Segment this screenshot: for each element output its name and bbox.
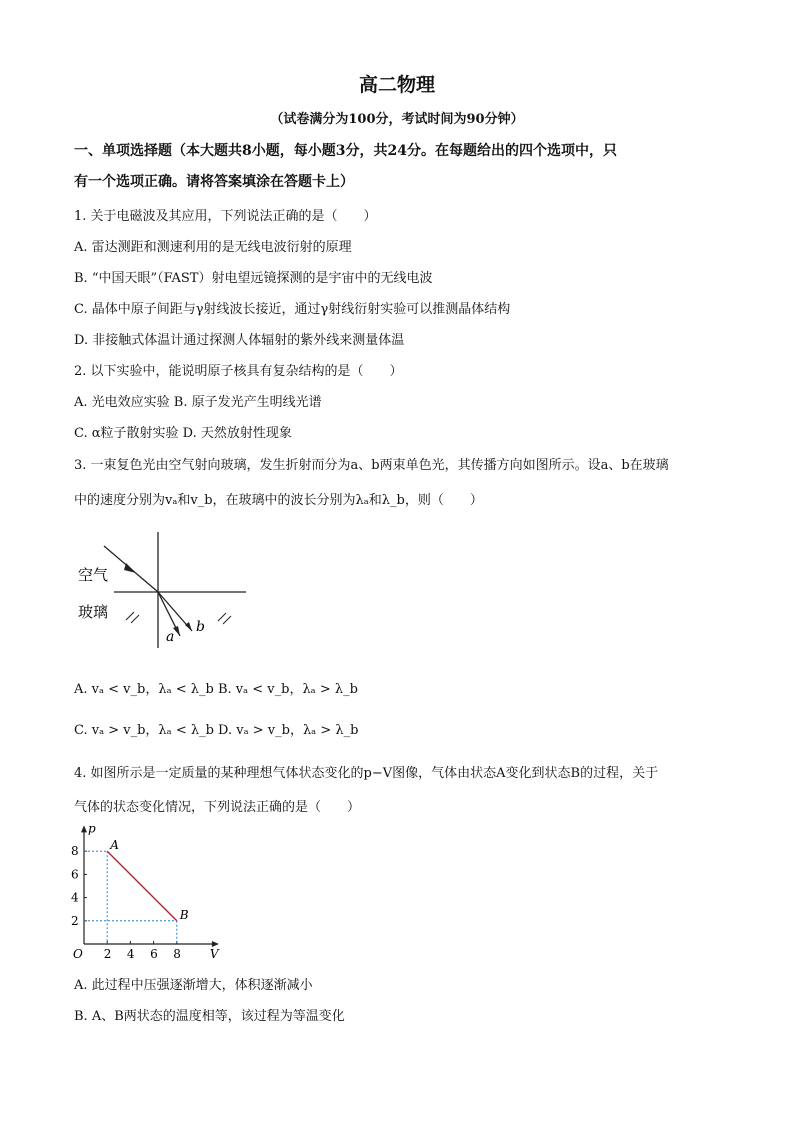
question-1-stem: 1. 关于电磁波及其应用，下列说法正确的是（ ） bbox=[74, 209, 377, 224]
question-3-stem-line1: 3. 一束复色光由空气射向玻璃，发生折射而分为a、b两束单色光，其传播方向如图所示。设a、b在玻璃 bbox=[74, 458, 669, 473]
question-1-option-c: C. 晶体中原子间距与γ射线波长接近，通过γ射线衍射实验可以推测晶体结构 bbox=[74, 302, 511, 317]
question-2-stem: 2. 以下实验中，能说明原子核具有复杂结构的是（ ） bbox=[74, 364, 403, 379]
question-2-options-ab: A. 光电效应实验 B. 原子发光产生明线光谱 bbox=[74, 395, 322, 410]
question-1-option-b: B. “中国天眼”（FAST）射电望远镜探测的是宇宙中的无线电波 bbox=[74, 271, 433, 286]
section-heading-line1: 一、单项选择题（本大题共8小题，每小题3分，共24分。在每题给出的四个选项中，只 bbox=[74, 143, 617, 159]
y-axis-arrow-icon bbox=[81, 825, 87, 832]
x-tick-label: 6 bbox=[150, 947, 158, 961]
y-axis-label: p bbox=[88, 822, 96, 836]
process-line-a-to-b bbox=[107, 851, 177, 921]
x-tick-label: 8 bbox=[173, 947, 181, 961]
question-3-options-ab: A. vₐ < v_b，λₐ < λ_b B. vₐ < v_b，λₐ > λ_b bbox=[74, 682, 358, 697]
pv-chart bbox=[64, 822, 220, 968]
question-1-option-d: D. 非接触式体温计通过探测人体辐射的紫外线来测量体温 bbox=[74, 333, 405, 348]
ray-b-label: b bbox=[196, 619, 205, 635]
glass-label: 玻璃 bbox=[78, 603, 109, 621]
ray-a-label: a bbox=[166, 629, 175, 645]
question-1-option-a: A. 雷达测距和测速利用的是无线电波衍射的原理 bbox=[74, 240, 352, 255]
section-heading-line2: 有一个选项正确。请将答案填涂在答题卡上） bbox=[74, 174, 354, 190]
glass-hatch bbox=[126, 612, 231, 624]
state-point-label-b: B bbox=[179, 907, 189, 922]
refraction-diagram bbox=[74, 528, 254, 653]
state-point-label-a: A bbox=[110, 838, 119, 853]
y-tick-label: 8 bbox=[71, 844, 79, 859]
question-3-options-cd: C. vₐ > v_b，λₐ < λ_b D. vₐ > v_b，λₐ > λ_b bbox=[74, 723, 359, 738]
air-label: 空气 bbox=[78, 566, 109, 584]
exam-info: （试卷满分为100分，考试时间为90分钟） bbox=[270, 112, 524, 127]
question-4-stem-line1: 4. 如图所示是一定质量的某种理想气体状态变化的p−V图像，气体由状态A变化到状态B的过程，关于 bbox=[74, 766, 659, 781]
x-axis-label: V bbox=[209, 947, 219, 961]
y-tick-label: 6 bbox=[71, 867, 79, 882]
page-title: 高二物理 bbox=[358, 74, 435, 96]
incident-arrow-icon bbox=[124, 563, 136, 573]
question-2-options-cd: C. α粒子散射实验 D. 天然放射性现象 bbox=[74, 426, 292, 441]
question-4-stem-line2: 气体的状态变化情况，下列说法正确的是（ ） bbox=[74, 800, 361, 815]
y-tick-label: 4 bbox=[71, 890, 79, 905]
x-tick-label: 4 bbox=[126, 947, 135, 961]
question-4-option-a: A. 此过程中压强逐渐增大，体积逐渐减小 bbox=[74, 978, 313, 993]
y-tick-label: 2 bbox=[71, 913, 79, 928]
origin-label: O bbox=[73, 947, 83, 961]
question-3-stem-line2: 中的速度分别为vₐ和v_b，在玻璃中的波长分别为λₐ和λ_b，则（ ） bbox=[74, 493, 483, 508]
question-4-option-b: B. A、B两状态的温度相等，该过程为等温变化 bbox=[74, 1009, 345, 1024]
x-tick-label: 2 bbox=[103, 947, 112, 961]
